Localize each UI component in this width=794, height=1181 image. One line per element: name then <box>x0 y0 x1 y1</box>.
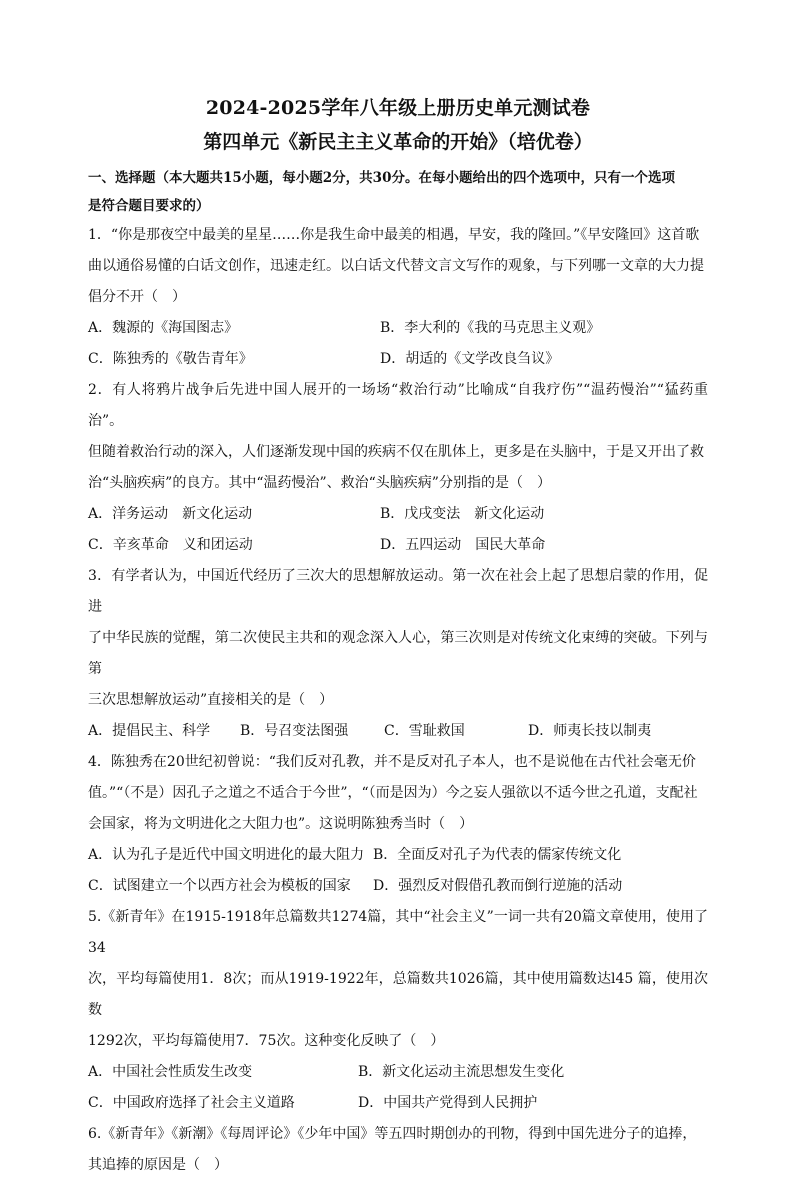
option-c[interactable]: C．辛亥革命 义和团运动 <box>88 537 253 553</box>
option-b[interactable]: B．全面反对孔子为代表的儒家传统文化 <box>373 847 622 863</box>
page-title: 2024-2025学年八年级上册历史单元测试卷 <box>205 97 591 119</box>
option-a[interactable]: A．中国社会性质发生改变 <box>88 1064 253 1080</box>
question-text-line: 值。”“（不是）因孔子之道之不适合于今世”，“（而是因为）今之妄人强欲以不适今世之孔道，支配社 <box>88 785 698 801</box>
question-text-line: 曲以通俗易懂的白话文创作，迅速走红。以白话文代替文言文写作的观象，与下列哪一文章的大力提 <box>88 258 704 274</box>
question-text-line: 4．陈独秀在20世纪初曾说：“我们反对孔教，并不是反对孔子本人，也不是说他在古代社会毫无价 <box>88 754 696 770</box>
option-d[interactable]: D．胡适的《文学改良刍议》 <box>380 351 560 367</box>
question-6 <box>88 1119 708 1181</box>
options-grid <box>88 1057 708 1119</box>
option-a[interactable]: A．洋务运动 新文化运动 <box>88 506 253 522</box>
section-heading: 一、选择题（本大题共15小题，每小题2分，共30分。在每小题给出的四个选项中，只有一个选项 <box>88 170 675 186</box>
option-c[interactable]: C．中国政府选择了社会主义道路 <box>88 1095 295 1111</box>
question-1 <box>88 220 708 375</box>
options-row <box>88 716 708 747</box>
option-c[interactable]: C．陈独秀的《敬告青年》 <box>88 351 253 367</box>
option-d[interactable]: D．五四运动 国民大革命 <box>380 537 546 553</box>
question-4 <box>88 747 708 902</box>
option-c[interactable]: C．试图建立一个以西方社会为模板的国家 <box>88 878 351 894</box>
question-text-line: 了中华民族的觉醒，第二次使民主共和的观念深入人心，第三次则是对传统文化束缚的突破。下列与第 <box>88 630 708 677</box>
question-text-line: 会国家，将为文明进化之大阻力也”。这说明陈独秀当时（ ） <box>88 816 474 832</box>
question-text-line: 1．“你是那夜空中最美的星星……你是我生命中最美的相遇，早安，我的隆回。”《早安隆回》这首歌 <box>88 227 700 243</box>
option-a[interactable]: A．提倡民主、科学 <box>88 723 211 739</box>
question-5 <box>88 902 708 1119</box>
options-grid <box>88 499 708 561</box>
option-b[interactable]: B．戊戌变法 新文化运动 <box>380 506 545 522</box>
question-text-line: 但随着救治行动的深入，人们逐渐发现中国的疾病不仅在肌体上，更多是在头脑中，于是又开出了救 <box>88 444 704 460</box>
option-d[interactable]: D．师夷长技以制夷 <box>528 723 652 739</box>
question-text-line: 2．有人将鸦片战争后先进中国人展开的一场场“救治行动”比喻成“自我疗伤”“温药慢治”“猛药重治”。 <box>88 382 708 429</box>
option-a[interactable]: A．魏源的《海国图志》 <box>88 320 239 336</box>
question-3 <box>88 561 708 747</box>
question-text-line: 三次思想解放运动”直接相关的是（ ） <box>88 692 334 708</box>
question-text-line: 其追捧的原因是（ ） <box>88 1157 228 1173</box>
options-grid <box>88 313 708 375</box>
page-subtitle: 第四单元《新民主主义革命的开始》（培优卷） <box>203 131 593 153</box>
option-a[interactable]: A．认为孔子是近代中国文明进化的最大阻力 <box>88 847 365 863</box>
option-b[interactable]: B．新文化运动主流思想发生变化 <box>358 1064 565 1080</box>
option-b[interactable]: B．李大利的《我的马克思主义观》 <box>380 320 601 336</box>
question-text-line: 6.《新青年》《新潮》《每周评论》《少年中国》等五四时期创办的刊物，得到中国先进分子的追捧， <box>88 1126 697 1142</box>
option-c[interactable]: C．雪耻救国 <box>384 723 465 739</box>
question-text-line: 倡分不开（ ） <box>88 289 186 305</box>
option-d[interactable]: D．强烈反对假借孔教而倒行逆施的活动 <box>373 878 623 894</box>
question-text-line: 1292次，平均每篇使用7．75次。这种变化反映了（ ） <box>88 1033 445 1049</box>
options-grid <box>88 840 708 902</box>
option-d[interactable]: D．中国共产党得到人民拥护 <box>358 1095 538 1111</box>
question-text-line: 5.《新青年》在1915-1918年总篇数共1274篇，其中“社会主义”一词一共有20篇文章使用，使用了 34 <box>88 909 708 956</box>
option-b[interactable]: B．号召变法图强 <box>240 723 349 739</box>
section-heading-cont: 是符合题目要求的） <box>88 198 210 214</box>
question-text-line: 治“头脑疾病”的良方。其中“温药慢治”、救治“头脑疾病”分别指的是（ ） <box>88 475 551 491</box>
question-text-line: 3．有学者认为，中国近代经历了三次大的思想解放运动。第一次在社会上起了思想启蒙的作用，促进 <box>88 568 708 615</box>
question-2 <box>88 375 708 561</box>
question-text-line: 次，平均每篇使用1．8次；而从1919-1922年，总篇数共1026篇，其中使用篇数达l45 篇，使用次数 <box>88 971 708 1018</box>
